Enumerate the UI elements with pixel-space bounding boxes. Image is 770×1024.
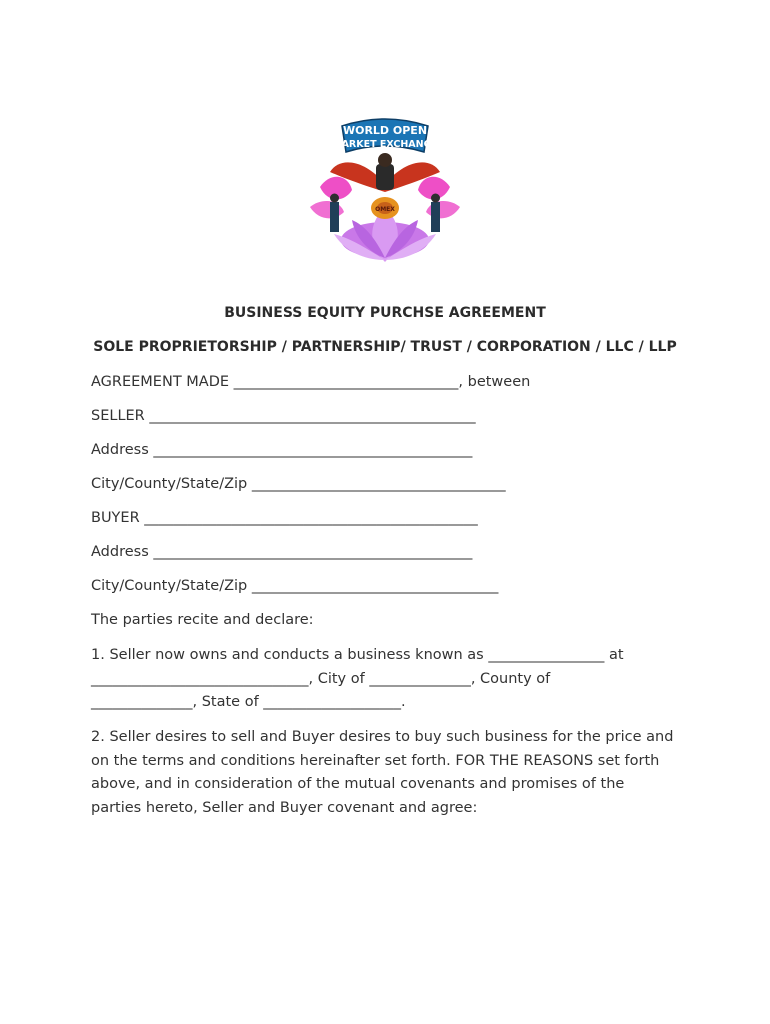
paragraph-1-line[interactable]: 1. Seller now owns and conducts a business known as ________________ at — [91, 647, 624, 663]
world-open-market-exchange-logo — [300, 112, 470, 272]
paragraph-2-line: 2. Seller desires to sell and Buyer desires to buy such business for the price and — [91, 729, 674, 745]
document-title: BUSINESS EQUITY PURCHSE AGREEMENT — [224, 305, 546, 321]
seller-city-state-zip-field[interactable]: City/County/State/Zip ___________________________________ — [91, 476, 506, 492]
paragraph-1-line[interactable]: ______________________________, City of ______________, County of — [91, 670, 551, 687]
logo-text-line2: MARKET EXCHANGE — [332, 139, 438, 150]
buyer-city-state-zip-field[interactable]: City/County/State/Zip __________________________________ — [91, 578, 499, 594]
agreement-made-field[interactable]: AGREEMENT MADE _______________________________, between — [91, 374, 531, 390]
logo-text-line1: WORLD OPEN — [342, 124, 428, 137]
seller-field[interactable]: SELLER _____________________________________________ — [91, 408, 476, 424]
seller-address-field[interactable]: Address ____________________________________________ — [91, 442, 473, 458]
paragraph-1-line[interactable]: ______________, State of ___________________. — [91, 694, 406, 710]
buyer-field[interactable]: BUYER ______________________________________________ — [91, 510, 478, 526]
paragraph-1 — [91, 644, 691, 715]
logo-center-text: OMEX — [375, 206, 395, 213]
paragraph-2-line: on the terms and conditions hereinafter set forth. FOR THE REASONS set forth — [91, 752, 660, 769]
paragraph-2-line: parties hereto, Seller and Buyer covenant and agree: — [91, 799, 478, 816]
document-subtitle: SOLE PROPRIETORSHIP / PARTNERSHIP/ TRUST / CORPORATION / LLC / LLP — [93, 339, 677, 355]
paragraph-2 — [91, 726, 691, 820]
buyer-address-field[interactable]: Address ____________________________________________ — [91, 544, 473, 560]
recital-intro: The parties recite and declare: — [91, 612, 314, 628]
paragraph-2-line: above, and in consideration of the mutual covenants and promises of the — [91, 776, 625, 792]
